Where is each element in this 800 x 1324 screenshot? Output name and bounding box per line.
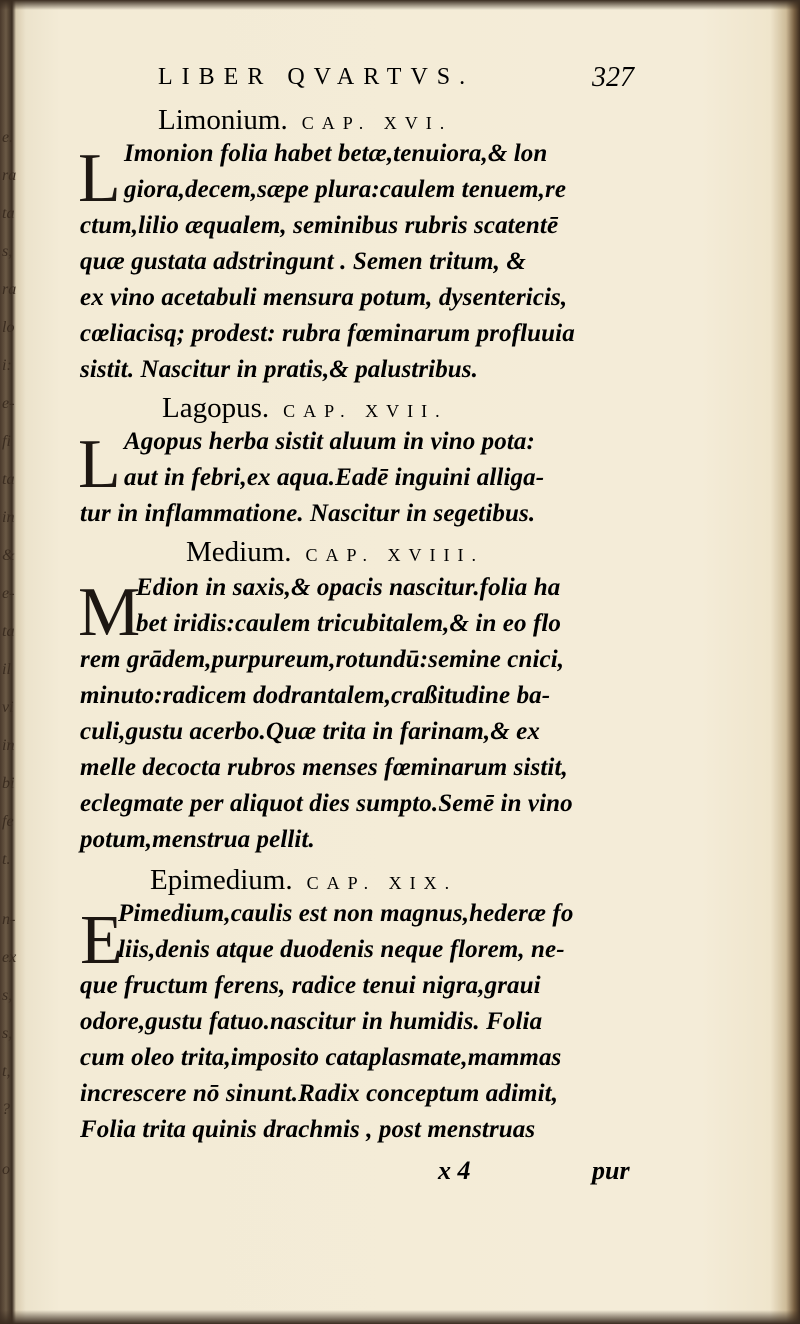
- previous-page-fragment: in: [2, 737, 15, 754]
- previous-page-fragment: il: [2, 661, 11, 678]
- previous-page-fragment: lo: [2, 319, 15, 336]
- previous-page-fragment: ra: [2, 281, 17, 298]
- previous-page-fragment: i:: [2, 357, 12, 374]
- text-line: giora,decem,sæpe plura:caulem tenuem,re: [124, 176, 567, 203]
- text-line: Folia trita quinis drachmis , post menstruas: [80, 1116, 536, 1143]
- text-line: cum oleo trita,imposito cataplasmate,mammas: [80, 1044, 562, 1071]
- text-line: Imonion folia habet betæ,tenuiora,& lon: [124, 140, 548, 167]
- text-line: minuto:radicem dodrantalem,craßitudine ba-: [80, 682, 551, 709]
- text-line: culi,gustu acerbo.Quæ trita in farinam,& ex: [80, 718, 540, 745]
- previous-page-fragment: ra: [2, 167, 17, 184]
- heading-name: Medium.: [186, 536, 292, 568]
- previous-page-fragment: ?: [2, 1101, 10, 1118]
- text-line: quæ gustata adstringunt . Semen tritum, &: [80, 248, 526, 275]
- previous-page-fragment: ta: [2, 205, 15, 222]
- previous-page-fragment: o: [2, 1161, 10, 1178]
- drop-cap-initial: L: [78, 140, 121, 217]
- text-line: sistit. Nascitur in pratis,& palustribus.: [80, 356, 478, 383]
- text-line: potum,menstrua pellit.: [80, 826, 315, 853]
- drop-cap-initial: M: [78, 574, 141, 651]
- text-line: cœliacisq; prodest: rubra fœminarum profluuia: [80, 320, 575, 347]
- text-line: odore,gustu fatuo.nascitur in humidis. Folia: [80, 1008, 543, 1035]
- chapter-number: CAP. XVI.: [301, 113, 453, 133]
- text-line: Pimedium,caulis est non magnus,hederæ fo: [118, 900, 574, 927]
- previous-page-fragment: s,: [2, 1025, 13, 1042]
- previous-page-fragment: e-: [2, 395, 15, 412]
- section-heading: [162, 392, 448, 428]
- text-line: Agopus herba sistit aluum in vino pota:: [124, 428, 535, 455]
- heading-name: Epimedium.: [150, 864, 293, 896]
- running-head: [88, 60, 648, 100]
- previous-page-fragment: e-: [2, 585, 15, 602]
- heading-name: Lagopus.: [162, 392, 270, 424]
- previous-page-strip: [0, 110, 20, 1210]
- previous-page-fragment: in: [2, 509, 15, 526]
- chapter-number: CAP. XVII.: [283, 401, 448, 421]
- previous-page-fragment: ta: [2, 623, 15, 640]
- chapter-number: CAP. XIX.: [306, 873, 458, 893]
- running-head-title: LIBER QVARTVS.: [158, 64, 475, 90]
- chapter-number: CAP. XVIII.: [305, 545, 485, 565]
- text-line: liis,denis atque duodenis neque florem, ne-: [118, 936, 565, 963]
- drop-cap-initial: E: [80, 902, 123, 979]
- previous-page-fragment: s,: [2, 243, 13, 260]
- previous-page-fragment: fi: [2, 433, 11, 450]
- previous-page-fragment: bi: [2, 775, 15, 792]
- text-line: tur in inflammatione. Nascitur in segetibus.: [80, 500, 536, 527]
- text-line: que fructum ferens, radice tenui nigra,graui: [80, 972, 541, 999]
- drop-cap-initial: L: [78, 426, 121, 503]
- text-line: Edion in saxis,& opacis nascitur.folia ha: [136, 574, 561, 601]
- page-number: 327: [592, 62, 634, 93]
- previous-page-fragment: vi: [2, 699, 14, 716]
- catchword: pur: [592, 1156, 630, 1185]
- text-line: melle decocta rubros menses fœminarum sistit,: [80, 754, 568, 781]
- previous-page-fragment: t.: [2, 851, 11, 868]
- previous-page-fragment: e.: [2, 129, 14, 146]
- text-line: rem grādem,purpureum,rotundū:semine cnici,: [80, 646, 565, 673]
- section-heading: [186, 536, 484, 572]
- previous-page-fragment: n-: [2, 911, 16, 928]
- previous-page-fragment: ta: [2, 471, 15, 488]
- text-line: increscere nō sinunt.Radix conceptum adimit,: [80, 1080, 559, 1107]
- text-line: ctum,lilio æqualem, seminibus rubris scatentē: [80, 212, 559, 239]
- heading-name: Limonium.: [158, 104, 288, 136]
- previous-page-fragment: fe: [2, 813, 14, 830]
- previous-page-fragment: ex: [2, 949, 17, 966]
- text-line: bet iridis:caulem tricubitalem,& in eo flo: [136, 610, 562, 637]
- text-line: eclegmate per aliquot dies sumpto.Semē in vino: [80, 790, 573, 817]
- previous-page-fragment: &: [2, 547, 15, 564]
- previous-page-fragment: s,: [2, 987, 13, 1004]
- signature-mark: x 4: [438, 1156, 471, 1185]
- bottom-edge-shadow: [0, 1310, 800, 1324]
- section-heading: [150, 864, 457, 900]
- section-heading: [158, 104, 452, 140]
- previous-page-fragment: t,: [2, 1063, 11, 1080]
- text-line: ex vino acetabuli mensura potum, dysentericis,: [80, 284, 568, 311]
- text-line: aut in febri,ex aqua.Eadē inguini alliga-: [124, 464, 545, 491]
- top-edge-shadow: [0, 0, 800, 10]
